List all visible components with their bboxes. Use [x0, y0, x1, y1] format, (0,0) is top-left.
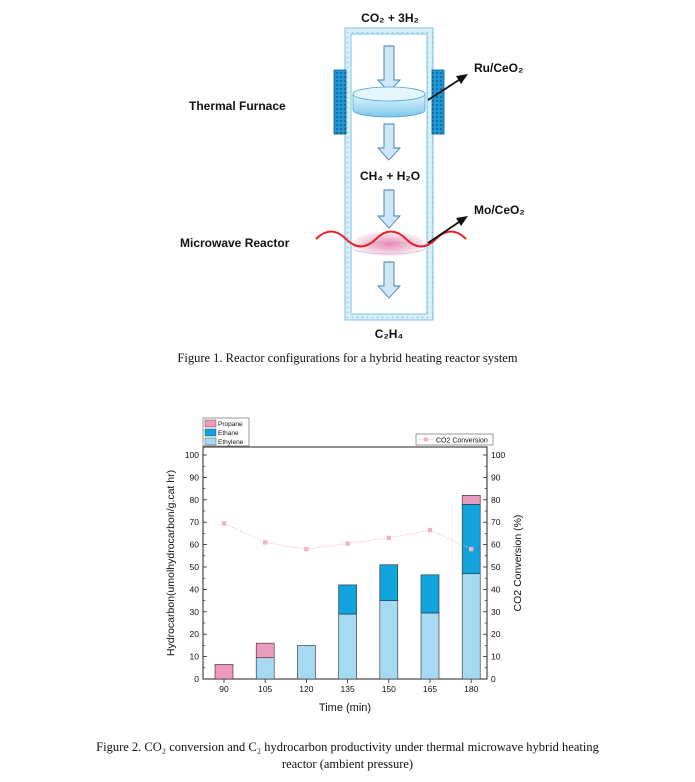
- y-tick-label: 70: [189, 517, 199, 528]
- figure2-caption: [0, 739, 695, 773]
- conversion-point-105: [263, 540, 267, 544]
- x-tick-label: 90: [219, 684, 229, 694]
- y2-tick-label: 50: [491, 562, 501, 572]
- x-tick-label: 135: [340, 684, 355, 694]
- y-tick-label: 30: [189, 606, 199, 617]
- y2-tick-label: 90: [491, 472, 501, 483]
- figure2-caption-line1: Figure 2. CO₂ conversion and C₂ hydrocarbon productivity under thermal microwave hybrid heating: [96, 740, 599, 754]
- bar-legend: [203, 418, 249, 446]
- reactor-diagram: [0, 0, 695, 355]
- line-legend: [416, 434, 493, 445]
- x-axis: [219, 679, 478, 694]
- bar-ethylene-105: [256, 658, 274, 679]
- x-tick-label: 150: [381, 684, 396, 694]
- x-tick-label: 105: [258, 684, 273, 694]
- y2-tick-label: 60: [491, 539, 501, 550]
- y2-tick-label: 40: [491, 584, 501, 595]
- hydrocarbon-chart: [0, 412, 695, 730]
- legend-swatch-propane: [205, 420, 216, 427]
- y-tick-label: 0: [194, 674, 199, 684]
- legend-marker-conversion: [424, 438, 428, 442]
- furnace-block-left: [334, 70, 346, 134]
- y-tick-label: 50: [189, 562, 199, 572]
- inlet-label: CO₂ + 3H₂: [361, 11, 419, 25]
- y-axis-title: Hydrocarbon(umolhydrocarbon/g.cat hr): [165, 469, 177, 657]
- bar-propane-90: [215, 664, 233, 679]
- y-tick-label: 40: [189, 584, 199, 595]
- conversion-point-135: [345, 541, 349, 545]
- y-tick-label: 10: [189, 651, 199, 662]
- legend-label-conversion: CO2 Conversion: [436, 437, 488, 445]
- catalyst-bed-ru: [353, 87, 425, 117]
- thermal-furnace-label: Thermal Furnace: [189, 99, 286, 113]
- microwave-reactor-label: Microwave Reactor: [180, 236, 290, 250]
- bar-ethylene-120: [297, 645, 315, 679]
- legend-label-ethylene: Ethylene: [218, 439, 244, 446]
- y2-tick-label: 10: [491, 651, 501, 662]
- y2-axis-title: CO2 Conversion (%): [512, 514, 524, 612]
- legend-label-propane: Propane: [218, 421, 243, 428]
- y-tick-label: 60: [189, 539, 199, 550]
- catalyst1-label: Ru/CeO₂: [474, 61, 524, 75]
- bar-propane-180: [462, 495, 480, 504]
- bar-ethylene-150: [380, 601, 398, 679]
- legend-label-ethane: Ethane: [218, 430, 239, 437]
- bar-ethylene-165: [421, 613, 439, 679]
- conversion-point-120: [304, 547, 308, 551]
- y-tick-label: 20: [189, 629, 199, 640]
- x-tick-label: 120: [299, 684, 314, 694]
- y-tick-label: 100: [184, 450, 199, 460]
- y2-tick-label: 70: [491, 517, 501, 528]
- conversion-point-150: [387, 536, 391, 540]
- legend-swatch-ethylene: [205, 438, 216, 445]
- y2-tick-label: 100: [491, 450, 506, 460]
- y-axis-right: [483, 450, 505, 684]
- intermediate-label: CH₄ + H₂O: [359, 169, 421, 183]
- bars: [215, 495, 480, 679]
- x-tick-label: 180: [464, 684, 479, 694]
- figure2-caption-line2: reactor (ambient pressure): [281, 757, 414, 771]
- y-axis-left: [185, 450, 207, 684]
- catalyst2-label: Mo/CeO₂: [474, 203, 525, 217]
- conversion-point-165: [428, 528, 432, 532]
- furnace-block-right: [432, 70, 444, 134]
- y2-tick-label: 0: [491, 674, 496, 684]
- y2-tick-label: 80: [491, 494, 501, 505]
- conversion-line: [222, 521, 474, 551]
- y2-tick-label: 20: [491, 629, 501, 640]
- bar-ethane-165: [421, 575, 439, 613]
- legend-swatch-ethane: [205, 429, 216, 436]
- y-tick-label: 90: [189, 472, 199, 483]
- bar-ethylene-180: [462, 574, 480, 679]
- bar-ethane-150: [380, 565, 398, 601]
- bar-ethylene-135: [339, 614, 357, 679]
- conversion-point-90: [222, 521, 226, 525]
- y-tick-label: 80: [189, 494, 199, 505]
- x-tick-label: 165: [422, 684, 438, 694]
- figure1-caption: Figure 1. Reactor configurations for a hybrid heating reactor system: [177, 351, 518, 365]
- bar-ethane-180: [462, 504, 480, 573]
- x-axis-title: Time (min): [318, 702, 372, 714]
- bar-propane-105: [256, 643, 274, 658]
- bar-ethane-135: [339, 585, 357, 614]
- conversion-point-180: [469, 547, 473, 551]
- outlet-label: C₂H₄: [374, 327, 404, 341]
- y2-tick-label: 30: [491, 606, 501, 617]
- pointer-arrow-mo: [428, 216, 468, 243]
